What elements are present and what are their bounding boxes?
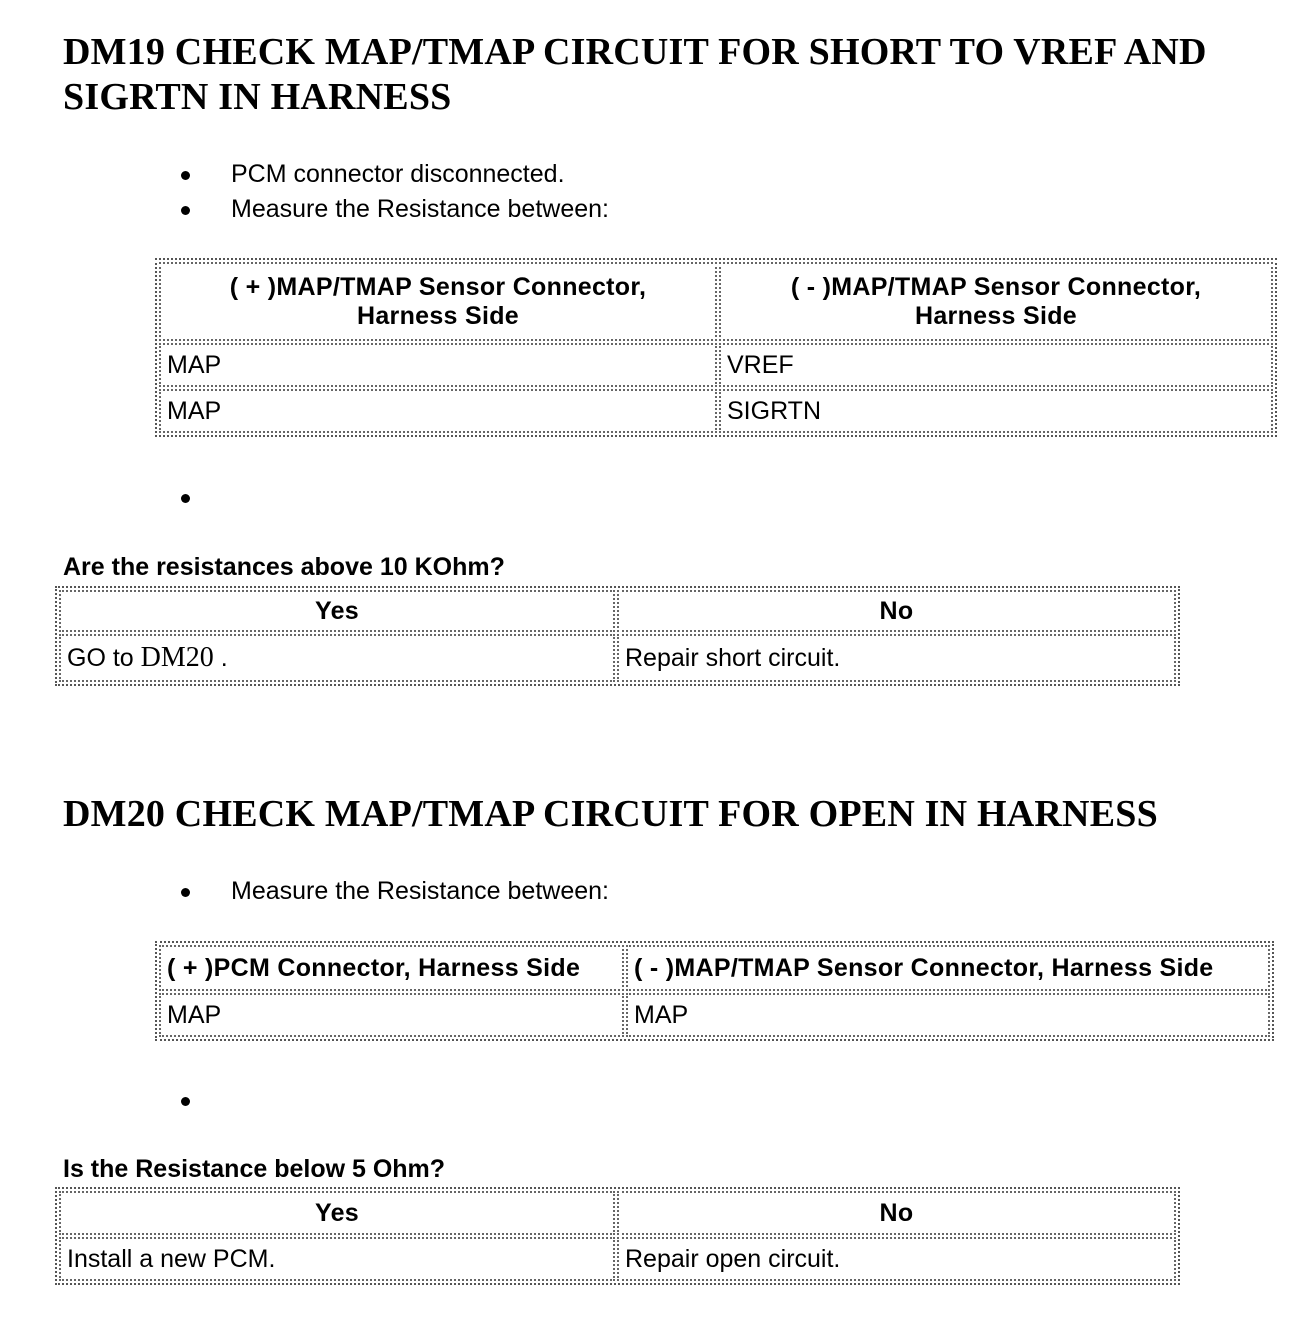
list-item xyxy=(0,480,231,515)
table-header-row xyxy=(159,945,1270,991)
yes-header: Yes xyxy=(59,1191,615,1235)
bullet-icon xyxy=(181,171,190,180)
dm20-bullet-list xyxy=(0,874,609,909)
table-header-row xyxy=(159,262,1273,341)
table-row xyxy=(159,993,1270,1037)
table-cell: MAP xyxy=(159,389,717,433)
table-row xyxy=(59,1237,1176,1281)
dm20-heading: DM20 CHECK MAP/TMAP CIRCUIT FOR OPEN IN HARNESS xyxy=(63,793,1158,835)
dm19-heading-line1: DM19 CHECK MAP/TMAP CIRCUIT FOR SHORT TO VREF AND xyxy=(63,31,1207,73)
column-header: ( + )PCM Connector, Harness Side xyxy=(159,945,624,991)
dm20-measure-table xyxy=(155,941,1274,1041)
table-header-row xyxy=(59,1191,1176,1235)
dm20-empty-bullet-list xyxy=(0,1083,231,1118)
dm19-heading xyxy=(63,30,1207,120)
table-cell: MAP xyxy=(159,343,717,387)
table-cell: MAP xyxy=(159,993,624,1037)
table-cell: SIGRTN xyxy=(719,389,1273,433)
dm19-empty-bullet-list xyxy=(0,480,231,515)
dm20-decision-table xyxy=(55,1187,1180,1285)
yes-header: Yes xyxy=(59,590,615,632)
list-item: Measure the Resistance between: xyxy=(0,874,609,909)
dm19-decision-table xyxy=(55,586,1180,686)
bullet-icon xyxy=(181,494,190,503)
column-header: ( - )MAP/TMAP Sensor Connector, Harness Side xyxy=(626,945,1270,991)
dm20-link[interactable]: DM20 xyxy=(140,642,214,673)
no-cell: Repair short circuit. xyxy=(617,634,1176,682)
bullet-icon xyxy=(181,888,190,897)
column-header: ( + )MAP/TMAP Sensor Connector, Harness Side xyxy=(159,262,717,341)
yes-cell: GO to DM20 . xyxy=(59,634,615,682)
yes-cell: Install a new PCM. xyxy=(59,1237,615,1281)
bullet-icon xyxy=(181,206,190,215)
list-item xyxy=(0,1083,231,1118)
no-header: No xyxy=(617,590,1176,632)
bullet-icon xyxy=(181,1097,190,1106)
table-row xyxy=(59,634,1176,682)
no-header: No xyxy=(617,1191,1176,1235)
dm19-measure-table xyxy=(155,258,1277,437)
dm19-question: Are the resistances above 10 KOhm? xyxy=(63,553,505,581)
dm19-heading-line2: SIGRTN IN HARNESS xyxy=(63,76,452,118)
table-row xyxy=(159,389,1273,433)
table-header-row xyxy=(59,590,1176,632)
table-row xyxy=(159,343,1273,387)
list-item: PCM connector disconnected. xyxy=(0,157,609,192)
list-item: Measure the Resistance between: xyxy=(0,192,609,227)
table-cell: MAP xyxy=(626,993,1270,1037)
dm20-question: Is the Resistance below 5 Ohm? xyxy=(63,1155,446,1183)
dm19-bullet-list xyxy=(0,157,609,227)
table-cell: VREF xyxy=(719,343,1273,387)
no-cell: Repair open circuit. xyxy=(617,1237,1176,1281)
column-header: ( - )MAP/TMAP Sensor Connector, Harness Side xyxy=(719,262,1273,341)
